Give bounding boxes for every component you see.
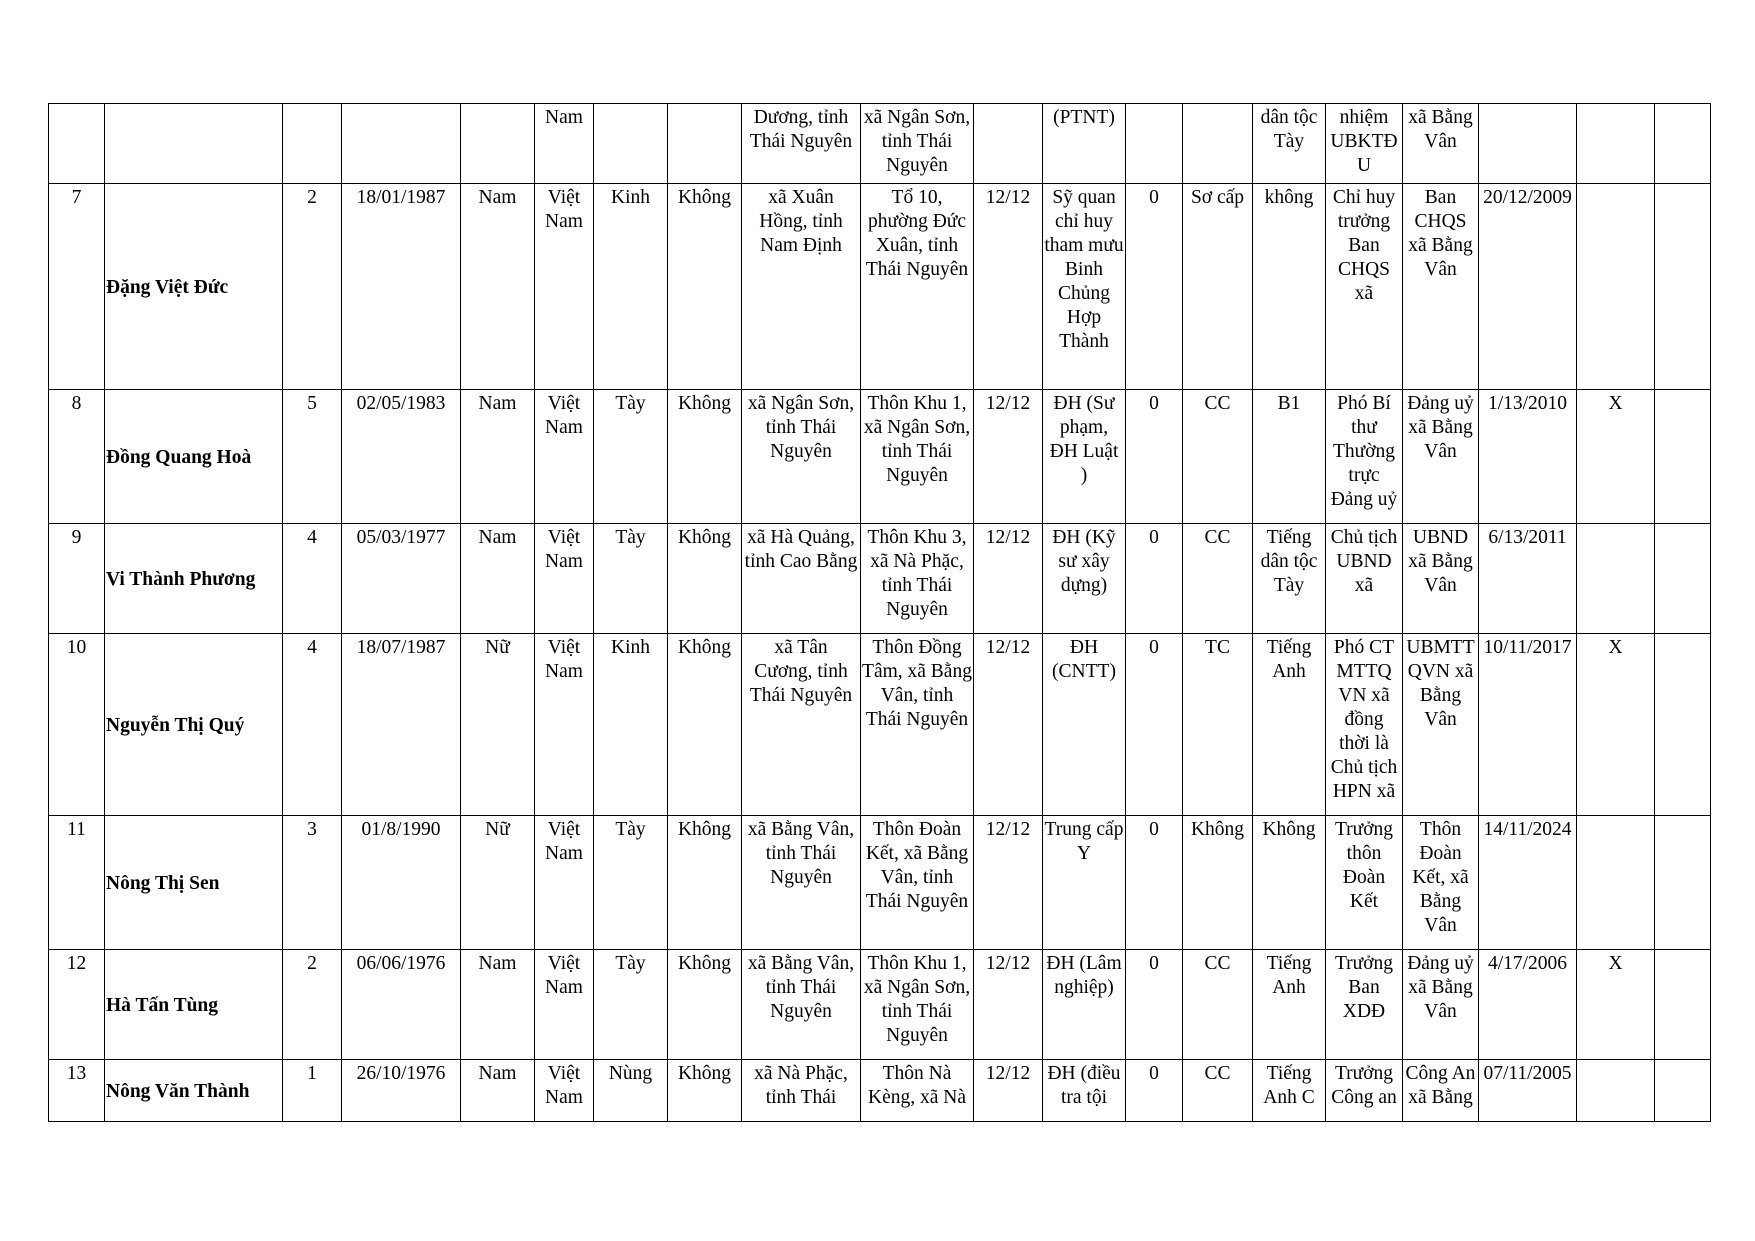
cell-stt: 11 bbox=[49, 816, 105, 950]
cell-hometown: xã Xuân Hồng, tỉnh Nam Định bbox=[742, 184, 861, 390]
cell-col19 bbox=[1577, 524, 1655, 634]
cell-gender: Nam bbox=[461, 184, 535, 390]
cell-col13: 0 bbox=[1126, 390, 1183, 524]
table-row bbox=[49, 524, 1711, 634]
cell-stt: 13 bbox=[49, 1060, 105, 1122]
cell-residence: Thôn Nà Kèng, xã Nà bbox=[861, 1060, 974, 1122]
cell-col19 bbox=[1577, 1060, 1655, 1122]
cell-hometown: Dương, tỉnh Thái Nguyên bbox=[742, 104, 861, 184]
cell-foreign-language: Không bbox=[1253, 816, 1326, 950]
cell-specialty: Trung cấp Y bbox=[1043, 816, 1126, 950]
cell-specialty: ĐH (Sư phạm, ĐH Luật ) bbox=[1043, 390, 1126, 524]
cell-residence: Thôn Khu 1, xã Ngân Sơn, tỉnh Thái Nguyên bbox=[861, 950, 974, 1060]
cell-nationality: Việt Nam bbox=[535, 816, 594, 950]
cell-col3: 2 bbox=[283, 184, 342, 390]
table-row bbox=[49, 390, 1711, 524]
cell-nationality: Việt Nam bbox=[535, 950, 594, 1060]
cell-gender: Nữ bbox=[461, 634, 535, 816]
cell-residence: Thôn Đồng Tâm, xã Bằng Vân, tỉnh Thái Nguyên bbox=[861, 634, 974, 816]
cell-birth-date: 18/07/1987 bbox=[342, 634, 461, 816]
cell-party-join-date: 20/12/2009 bbox=[1479, 184, 1577, 390]
cell-workplace: UBMTT QVN xã Bằng Vân bbox=[1403, 634, 1479, 816]
cell-workplace: Thôn Đoàn Kết, xã Bằng Vân bbox=[1403, 816, 1479, 950]
cell-birth-date: 05/03/1977 bbox=[342, 524, 461, 634]
cell-general-education: 12/12 bbox=[974, 816, 1043, 950]
cell-nationality: Việt Nam bbox=[535, 634, 594, 816]
cell-residence: xã Ngân Sơn, tỉnh Thái Nguyên bbox=[861, 104, 974, 184]
cell-foreign-language: không bbox=[1253, 184, 1326, 390]
cell-birth-date bbox=[342, 104, 461, 184]
cell-col13: 0 bbox=[1126, 950, 1183, 1060]
cell-col3: 5 bbox=[283, 390, 342, 524]
cell-col20 bbox=[1655, 390, 1711, 524]
table-row bbox=[49, 634, 1711, 816]
cell-position: Trưởng Ban XDĐ bbox=[1326, 950, 1403, 1060]
cell-col20 bbox=[1655, 184, 1711, 390]
cell-position: Chỉ huy trưởng Ban CHQS xã bbox=[1326, 184, 1403, 390]
cell-religion: Không bbox=[668, 1060, 742, 1122]
cell-general-education: 12/12 bbox=[974, 634, 1043, 816]
cell-ethnicity: Tày bbox=[594, 816, 668, 950]
cell-full-name: Nông Thị Sen bbox=[105, 816, 283, 950]
cell-workplace: Đảng uỷ xã Bằng Vân bbox=[1403, 950, 1479, 1060]
cell-position: Phó CT MTTQ VN xã đồng thời là Chủ tịch HPN xã bbox=[1326, 634, 1403, 816]
cell-birth-date: 26/10/1976 bbox=[342, 1060, 461, 1122]
cell-religion: Không bbox=[668, 950, 742, 1060]
table-row bbox=[49, 104, 1711, 184]
cell-stt: 7 bbox=[49, 184, 105, 390]
cell-party-join-date: 14/11/2024 bbox=[1479, 816, 1577, 950]
cell-political-theory: TC bbox=[1183, 634, 1253, 816]
cell-col20 bbox=[1655, 816, 1711, 950]
cell-ethnicity: Kinh bbox=[594, 184, 668, 390]
cell-col19 bbox=[1577, 816, 1655, 950]
cell-workplace: Ban CHQS xã Bằng Vân bbox=[1403, 184, 1479, 390]
cell-gender: Nam bbox=[461, 950, 535, 1060]
cell-foreign-language: Tiếng dân tộc Tày bbox=[1253, 524, 1326, 634]
cell-general-education: 12/12 bbox=[974, 950, 1043, 1060]
cell-birth-date: 18/01/1987 bbox=[342, 184, 461, 390]
cell-nationality: Việt Nam bbox=[535, 1060, 594, 1122]
table-row bbox=[49, 184, 1711, 390]
cell-residence: Thôn Khu 1, xã Ngân Sơn, tỉnh Thái Nguyên bbox=[861, 390, 974, 524]
cell-religion: Không bbox=[668, 524, 742, 634]
cell-col13: 0 bbox=[1126, 184, 1183, 390]
cell-residence: Tổ 10, phường Đức Xuân, tỉnh Thái Nguyên bbox=[861, 184, 974, 390]
cell-party-join-date bbox=[1479, 104, 1577, 184]
cell-col19: X bbox=[1577, 950, 1655, 1060]
cell-political-theory: CC bbox=[1183, 1060, 1253, 1122]
cell-ethnicity: Nùng bbox=[594, 1060, 668, 1122]
cell-stt: 10 bbox=[49, 634, 105, 816]
cell-workplace: xã Bằng Vân bbox=[1403, 104, 1479, 184]
cell-specialty: ĐH (CNTT) bbox=[1043, 634, 1126, 816]
cell-party-join-date: 4/17/2006 bbox=[1479, 950, 1577, 1060]
cell-stt bbox=[49, 104, 105, 184]
cell-col13: 0 bbox=[1126, 524, 1183, 634]
cell-nationality: Việt Nam bbox=[535, 524, 594, 634]
cell-religion: Không bbox=[668, 816, 742, 950]
cell-religion bbox=[668, 104, 742, 184]
cell-col19 bbox=[1577, 184, 1655, 390]
cell-col20 bbox=[1655, 634, 1711, 816]
cell-position: Trưởng thôn Đoàn Kết bbox=[1326, 816, 1403, 950]
cell-full-name bbox=[105, 104, 283, 184]
cell-position: nhiệm UBKTĐ U bbox=[1326, 104, 1403, 184]
cell-foreign-language: Tiếng Anh C bbox=[1253, 1060, 1326, 1122]
cell-specialty: ĐH (Kỹ sư xây dựng) bbox=[1043, 524, 1126, 634]
table-row bbox=[49, 1060, 1711, 1122]
table-row bbox=[49, 950, 1711, 1060]
cell-position: Trưởng Công an bbox=[1326, 1060, 1403, 1122]
table-row bbox=[49, 816, 1711, 950]
cell-col20 bbox=[1655, 950, 1711, 1060]
cell-full-name: Nông Văn Thành bbox=[105, 1060, 283, 1122]
cell-ethnicity: Tày bbox=[594, 390, 668, 524]
cell-col3: 2 bbox=[283, 950, 342, 1060]
cell-col13: 0 bbox=[1126, 816, 1183, 950]
cell-col3: 1 bbox=[283, 1060, 342, 1122]
cell-full-name: Vi Thành Phương bbox=[105, 524, 283, 634]
cell-religion: Không bbox=[668, 184, 742, 390]
cell-foreign-language: B1 bbox=[1253, 390, 1326, 524]
cell-political-theory: CC bbox=[1183, 524, 1253, 634]
cell-political-theory: CC bbox=[1183, 950, 1253, 1060]
cell-hometown: xã Bằng Vân, tỉnh Thái Nguyên bbox=[742, 816, 861, 950]
cell-political-theory: CC bbox=[1183, 390, 1253, 524]
cell-full-name: Đặng Việt Đức bbox=[105, 184, 283, 390]
cell-col13 bbox=[1126, 104, 1183, 184]
cell-col3 bbox=[283, 104, 342, 184]
cell-foreign-language: Tiếng Anh bbox=[1253, 950, 1326, 1060]
cell-col20 bbox=[1655, 104, 1711, 184]
cell-position: Chủ tịch UBND xã bbox=[1326, 524, 1403, 634]
cell-birth-date: 06/06/1976 bbox=[342, 950, 461, 1060]
cell-hometown: xã Nà Phặc, tỉnh Thái bbox=[742, 1060, 861, 1122]
cell-hometown: xã Bằng Vân, tỉnh Thái Nguyên bbox=[742, 950, 861, 1060]
cell-general-education: 12/12 bbox=[974, 390, 1043, 524]
cell-specialty: Sỹ quan chỉ huy tham mưu Binh Chủng Hợp Thành bbox=[1043, 184, 1126, 390]
cell-specialty: ĐH (điều tra tội bbox=[1043, 1060, 1126, 1122]
cell-col3: 4 bbox=[283, 634, 342, 816]
cell-gender: Nam bbox=[461, 524, 535, 634]
cell-residence: Thôn Đoàn Kết, xã Bằng Vân, tỉnh Thái Nguyên bbox=[861, 816, 974, 950]
cell-stt: 12 bbox=[49, 950, 105, 1060]
cell-workplace: UBND xã Bằng Vân bbox=[1403, 524, 1479, 634]
cell-religion: Không bbox=[668, 634, 742, 816]
cell-ethnicity: Tày bbox=[594, 524, 668, 634]
cell-col3: 4 bbox=[283, 524, 342, 634]
cell-hometown: xã Hà Quảng, tỉnh Cao Bằng bbox=[742, 524, 861, 634]
cell-col13: 0 bbox=[1126, 1060, 1183, 1122]
cell-foreign-language: Tiếng Anh bbox=[1253, 634, 1326, 816]
cell-col3: 3 bbox=[283, 816, 342, 950]
cell-gender bbox=[461, 104, 535, 184]
cell-party-join-date: 07/11/2005 bbox=[1479, 1060, 1577, 1122]
cell-residence: Thôn Khu 3, xã Nà Phặc, tỉnh Thái Nguyên bbox=[861, 524, 974, 634]
cell-full-name: Nguyễn Thị Quý bbox=[105, 634, 283, 816]
cell-col19 bbox=[1577, 104, 1655, 184]
cell-gender: Nam bbox=[461, 1060, 535, 1122]
cell-col20 bbox=[1655, 1060, 1711, 1122]
personnel-table bbox=[48, 103, 1711, 1122]
cell-col19: X bbox=[1577, 634, 1655, 816]
cell-general-education bbox=[974, 104, 1043, 184]
cell-political-theory bbox=[1183, 104, 1253, 184]
cell-stt: 8 bbox=[49, 390, 105, 524]
cell-general-education: 12/12 bbox=[974, 184, 1043, 390]
cell-party-join-date: 6/13/2011 bbox=[1479, 524, 1577, 634]
cell-hometown: xã Tân Cương, tỉnh Thái Nguyên bbox=[742, 634, 861, 816]
cell-gender: Nữ bbox=[461, 816, 535, 950]
cell-workplace: Đảng uỷ xã Bằng Vân bbox=[1403, 390, 1479, 524]
cell-nationality: Nam bbox=[535, 104, 594, 184]
cell-religion: Không bbox=[668, 390, 742, 524]
cell-party-join-date: 10/11/2017 bbox=[1479, 634, 1577, 816]
cell-position: Phó Bí thư Thường trực Đảng uỷ bbox=[1326, 390, 1403, 524]
cell-ethnicity: Tày bbox=[594, 950, 668, 1060]
cell-birth-date: 01/8/1990 bbox=[342, 816, 461, 950]
cell-ethnicity: Kinh bbox=[594, 634, 668, 816]
cell-nationality: Việt Nam bbox=[535, 184, 594, 390]
cell-col20 bbox=[1655, 524, 1711, 634]
cell-workplace: Công An xã Bằng bbox=[1403, 1060, 1479, 1122]
cell-specialty: ĐH (Lâm nghiệp) bbox=[1043, 950, 1126, 1060]
cell-party-join-date: 1/13/2010 bbox=[1479, 390, 1577, 524]
cell-hometown: xã Ngân Sơn, tỉnh Thái Nguyên bbox=[742, 390, 861, 524]
cell-political-theory: Sơ cấp bbox=[1183, 184, 1253, 390]
cell-general-education: 12/12 bbox=[974, 524, 1043, 634]
cell-col19: X bbox=[1577, 390, 1655, 524]
cell-gender: Nam bbox=[461, 390, 535, 524]
cell-specialty: (PTNT) bbox=[1043, 104, 1126, 184]
cell-full-name: Đồng Quang Hoà bbox=[105, 390, 283, 524]
cell-stt: 9 bbox=[49, 524, 105, 634]
cell-political-theory: Không bbox=[1183, 816, 1253, 950]
cell-foreign-language: dân tộc Tày bbox=[1253, 104, 1326, 184]
cell-nationality: Việt Nam bbox=[535, 390, 594, 524]
cell-col13: 0 bbox=[1126, 634, 1183, 816]
cell-birth-date: 02/05/1983 bbox=[342, 390, 461, 524]
cell-full-name: Hà Tấn Tùng bbox=[105, 950, 283, 1060]
cell-ethnicity bbox=[594, 104, 668, 184]
cell-general-education: 12/12 bbox=[974, 1060, 1043, 1122]
